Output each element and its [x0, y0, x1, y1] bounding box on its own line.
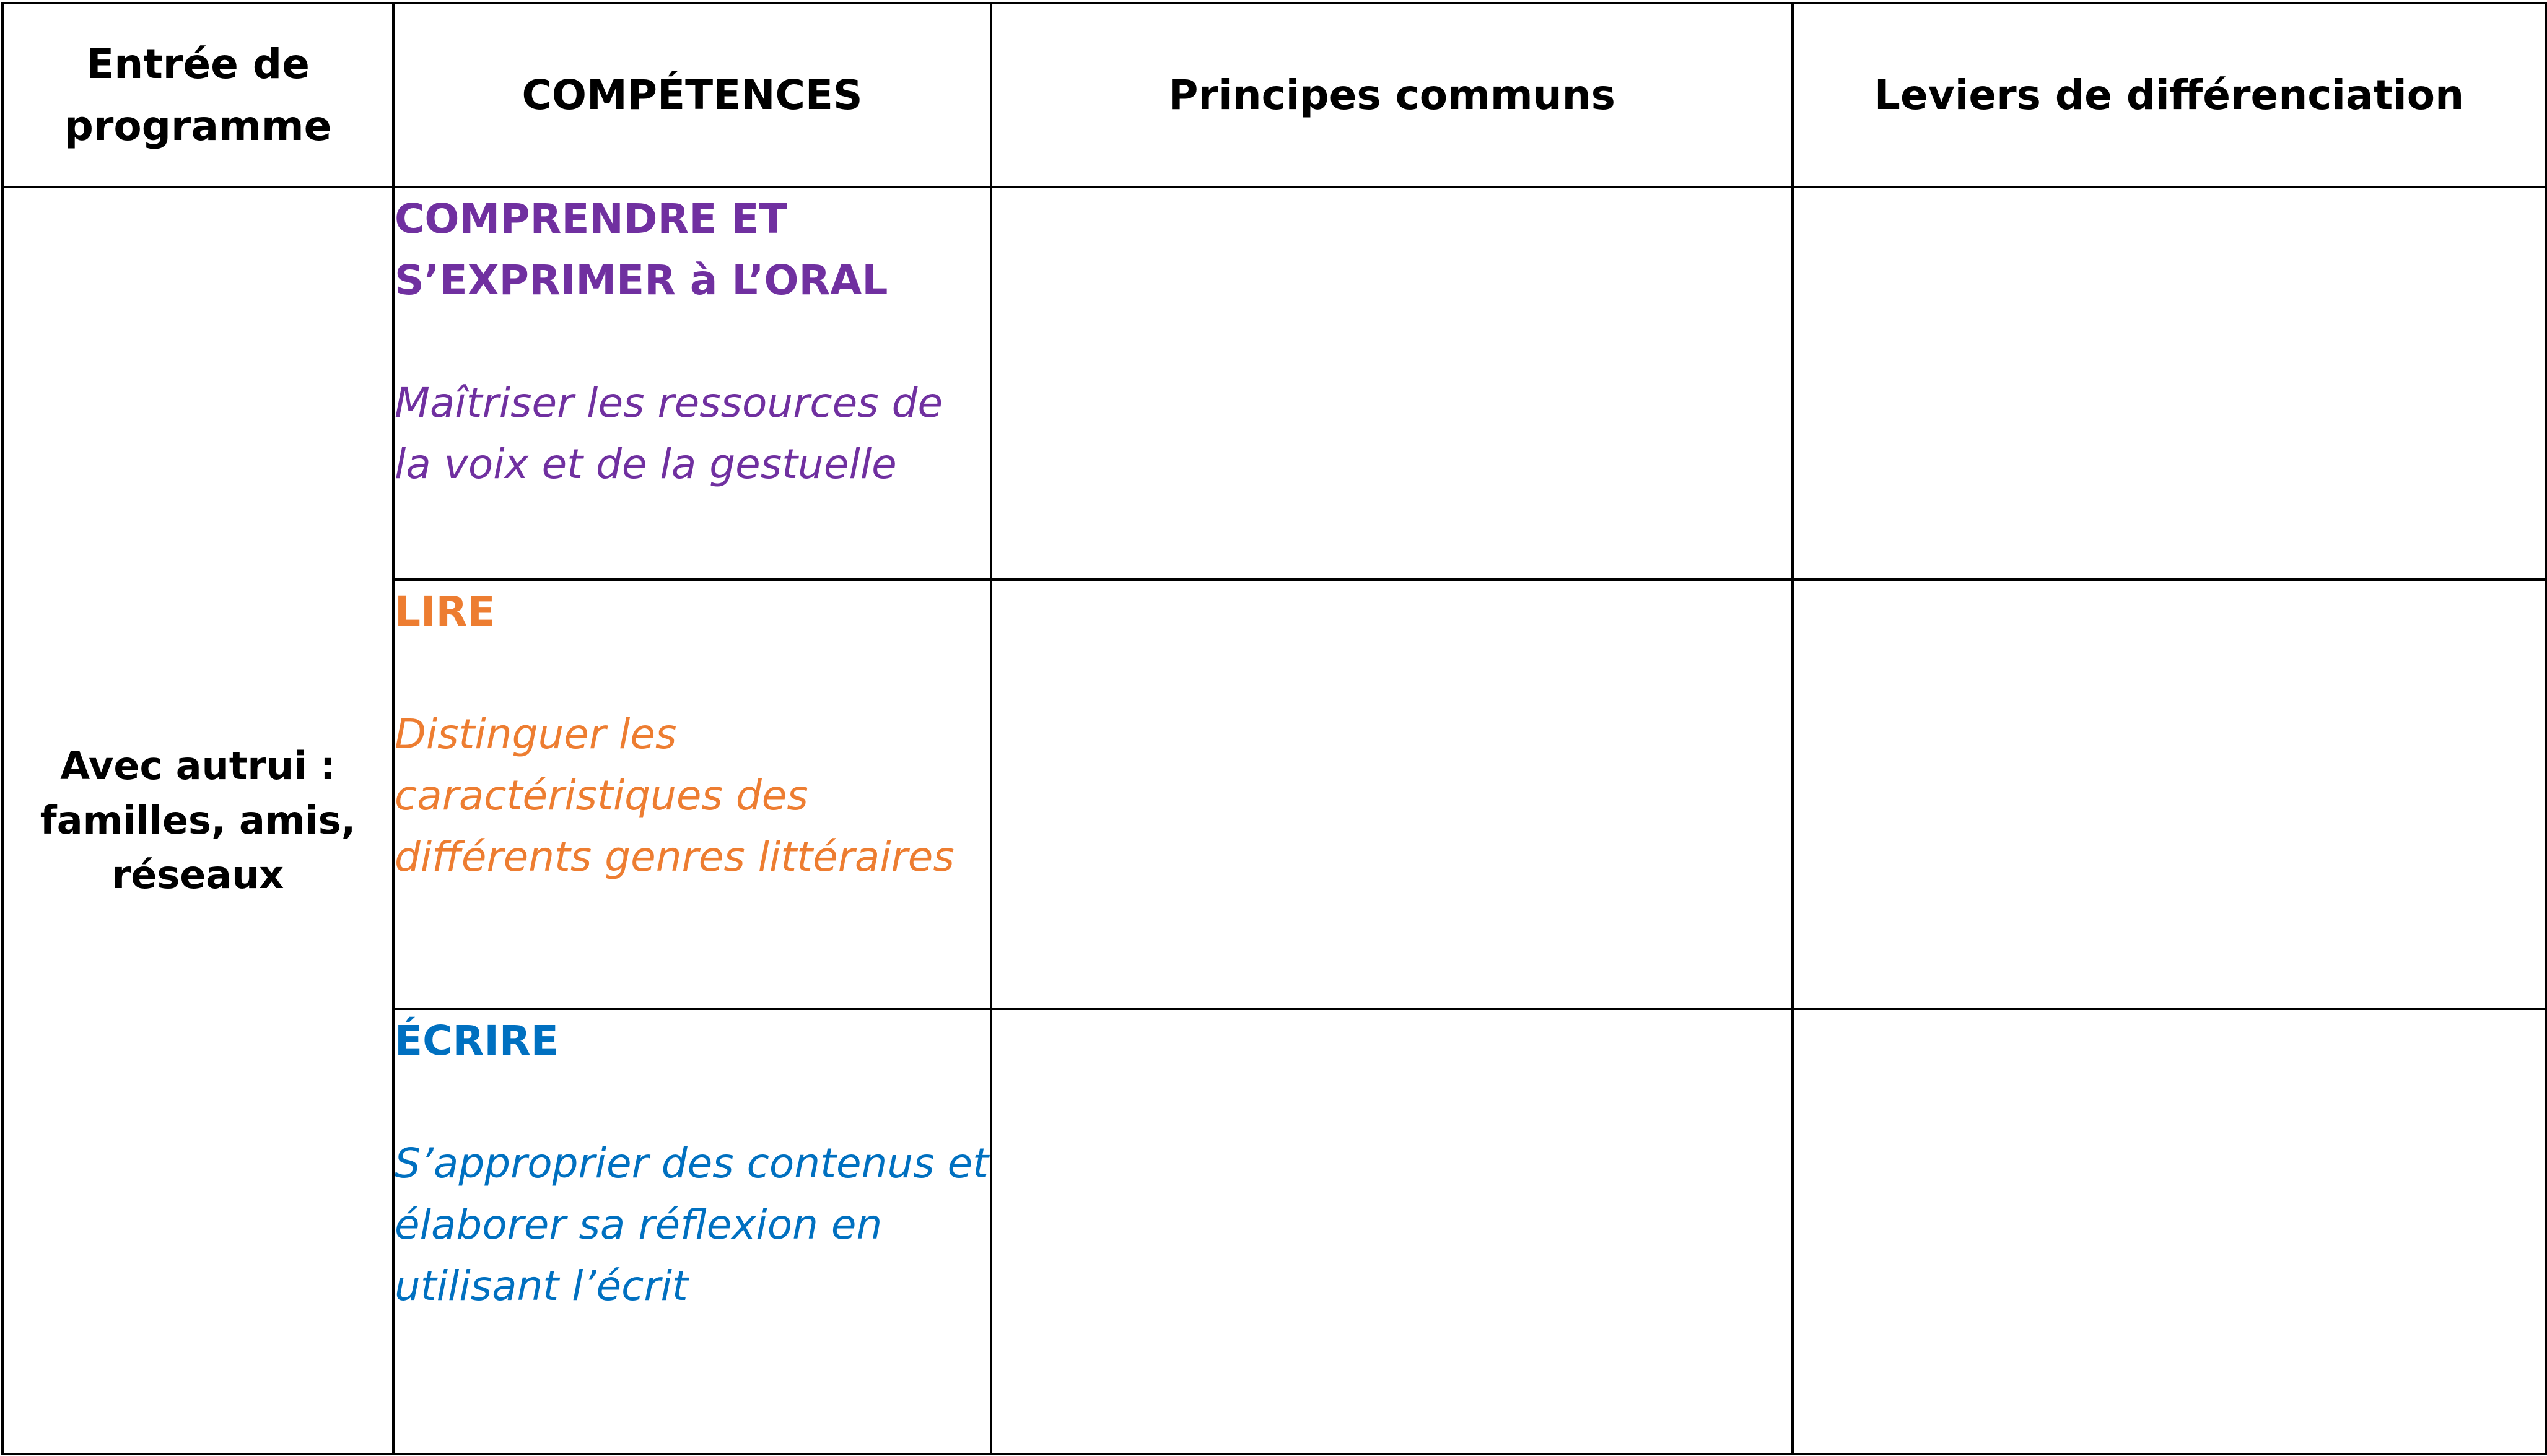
header-leviers-de-differenciation: Leviers de différenciation: [1793, 3, 2546, 187]
principes-cell-ecrire[interactable]: [991, 1009, 1793, 1454]
competence-cell-lire: [393, 580, 991, 1009]
leviers-cell-lire[interactable]: [1793, 580, 2546, 1009]
competence-subtitle-oral: Maîtriser les ressources de la voix et de la gestuelle: [395, 379, 943, 488]
entry-cell: Avec autrui : familles, amis, réseaux: [2, 187, 393, 1454]
leviers-cell-ecrire[interactable]: [1793, 1009, 2546, 1454]
table-row-oral: [2, 187, 2546, 580]
principes-cell-lire[interactable]: [991, 580, 1793, 1009]
competence-title-oral: COMPRENDRE ET S’EXPRIMER à L’ORAL: [395, 195, 888, 304]
competence-title-lire: LIRE: [395, 588, 496, 635]
header-principes-communs: Principes communs: [991, 3, 1793, 187]
competence-subtitle-ecrire: S’approprier des contenus et élaborer sa réflexion en utilisant l’écrit: [395, 1140, 989, 1310]
competence-subtitle-lire: Distinguer les caractéristiques des différents genres littéraires: [395, 710, 955, 881]
principes-cell-oral[interactable]: [991, 187, 1793, 580]
competence-title-ecrire: ÉCRIRE: [395, 1017, 559, 1065]
header-entree-de-programme: Entrée de programme: [2, 3, 393, 187]
competence-cell-oral: [393, 187, 991, 580]
competence-cell-ecrire: [393, 1009, 991, 1454]
leviers-cell-oral[interactable]: [1793, 187, 2546, 580]
header-competences: COMPÉTENCES: [393, 3, 991, 187]
competences-table: [1, 2, 2547, 1455]
header-row: [2, 3, 2546, 187]
